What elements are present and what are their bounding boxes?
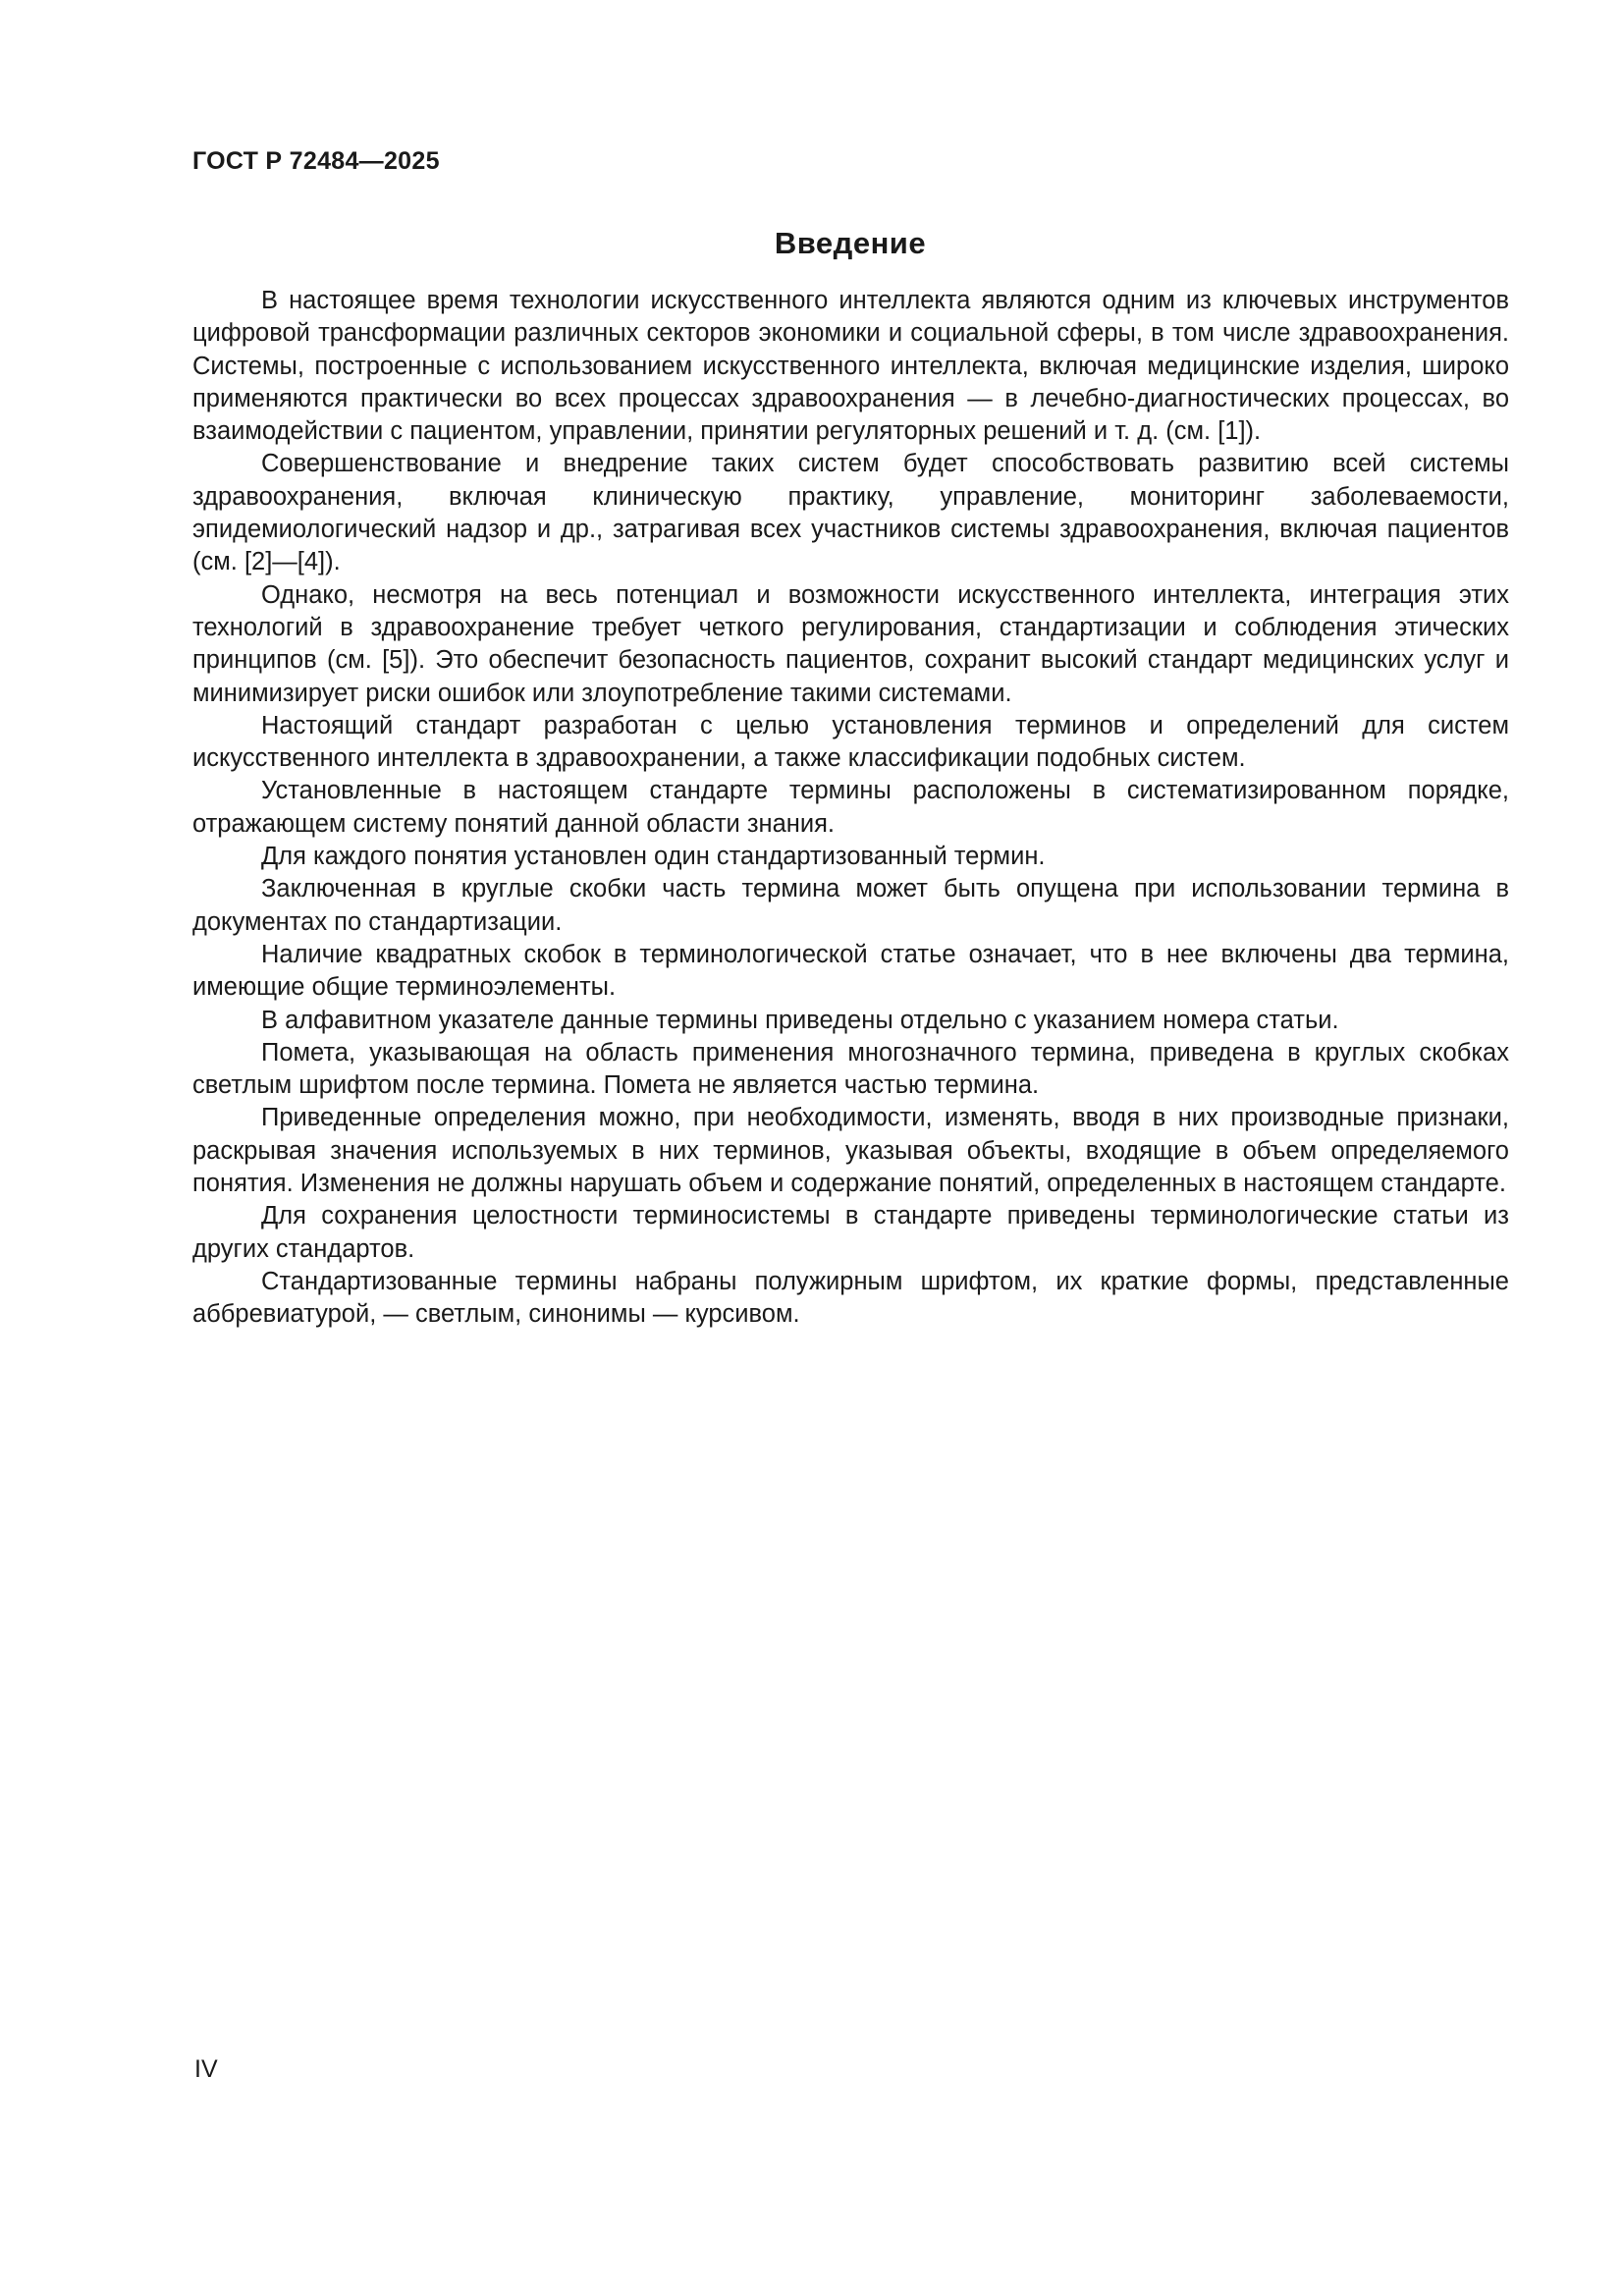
page-number: IV bbox=[194, 2055, 218, 2083]
paragraph: Заключенная в круглые скобки часть термина может быть опущена при использовании термина в документах по стандартизации. bbox=[192, 875, 1509, 936]
paragraph: Для сохранения целостности терминосистемы в стандарте приведены терминологические статьи из других стандартов. bbox=[192, 1202, 1509, 1263]
paragraph: Наличие квадратных скобок в терминологической статье означает, что в нее включены два термина, имеющие общие терминоэлементы. bbox=[192, 940, 1509, 1002]
introduction-body bbox=[192, 285, 1509, 1332]
paragraph: В алфавитном указателе данные термины приведены отдельно с указанием номера статьи. bbox=[261, 1006, 1339, 1034]
paragraph: В настоящее время технологии искусственного интеллекта являются одним из ключевых инструментов цифровой трансформации различных секторов экономики и социальной сферы, в том числе здравоохранения. Системы, построенные с использованием искусственного интеллекта, включая медицинские изделия, широко применяются практически во всех процессах здравоохранения — в лечебно-диагностических процессах, во взаимодействии с пациентом, управлении, принятии регуляторных решений и т. д. (см. [1]). bbox=[192, 287, 1509, 446]
paragraph: Однако, несмотря на весь потенциал и возможности искусственного интеллекта, интеграция этих технологий в здравоохранение требует четкого регулирования, стандартизации и соблюдения этических принципов (см. [5]). Это обеспечит безопасность пациентов, сохранит высокий стандарт медицинских услуг и минимизирует риски ошибок или злоупотребление такими системами. bbox=[192, 580, 1509, 707]
document-id-header: ГОСТ Р 72484—2025 bbox=[192, 147, 440, 175]
paragraph: Помета, указывающая на область применения многозначного термина, приведена в круглых скобках светлым шрифтом после термина. Помета не является частью термина. bbox=[192, 1038, 1509, 1100]
paragraph: Приведенные определения можно, при необходимости, изменять, вводя в них производные признаки, раскрывая значения используемых в них терминов, указывая объекты, входящие в объем определяемого понятия. Изменения не должны нарушать объем и содержание понятий, определенных в настоящем стандарте. bbox=[192, 1104, 1509, 1198]
paragraph: Установленные в настоящем стандарте термины расположены в систематизированном порядке, отражающем систему понятий данной области знания. bbox=[192, 777, 1509, 838]
section-title: Введение bbox=[774, 226, 927, 260]
paragraph: Для каждого понятия установлен один стандартизованный термин. bbox=[261, 843, 1046, 871]
paragraph: Стандартизованные термины набраны полужирным шрифтом, их краткие формы, представленные аббревиатурой, — светлым, синонимы — курсивом. bbox=[192, 1267, 1509, 1329]
paragraph: Настоящий стандарт разработан с целью установления терминов и определений для систем искусственного интеллекта в здравоохранении, а также классификации подобных систем. bbox=[192, 711, 1509, 773]
paragraph: Совершенствование и внедрение таких систем будет способствовать развитию всей системы здравоохранения, включая клиническую практику, управление, мониторинг заболеваемости, эпидемиологический надзор и др., затрагивая всех участников системы здравоохранения, включая пациентов (см. [2]—[4]). bbox=[192, 450, 1509, 576]
